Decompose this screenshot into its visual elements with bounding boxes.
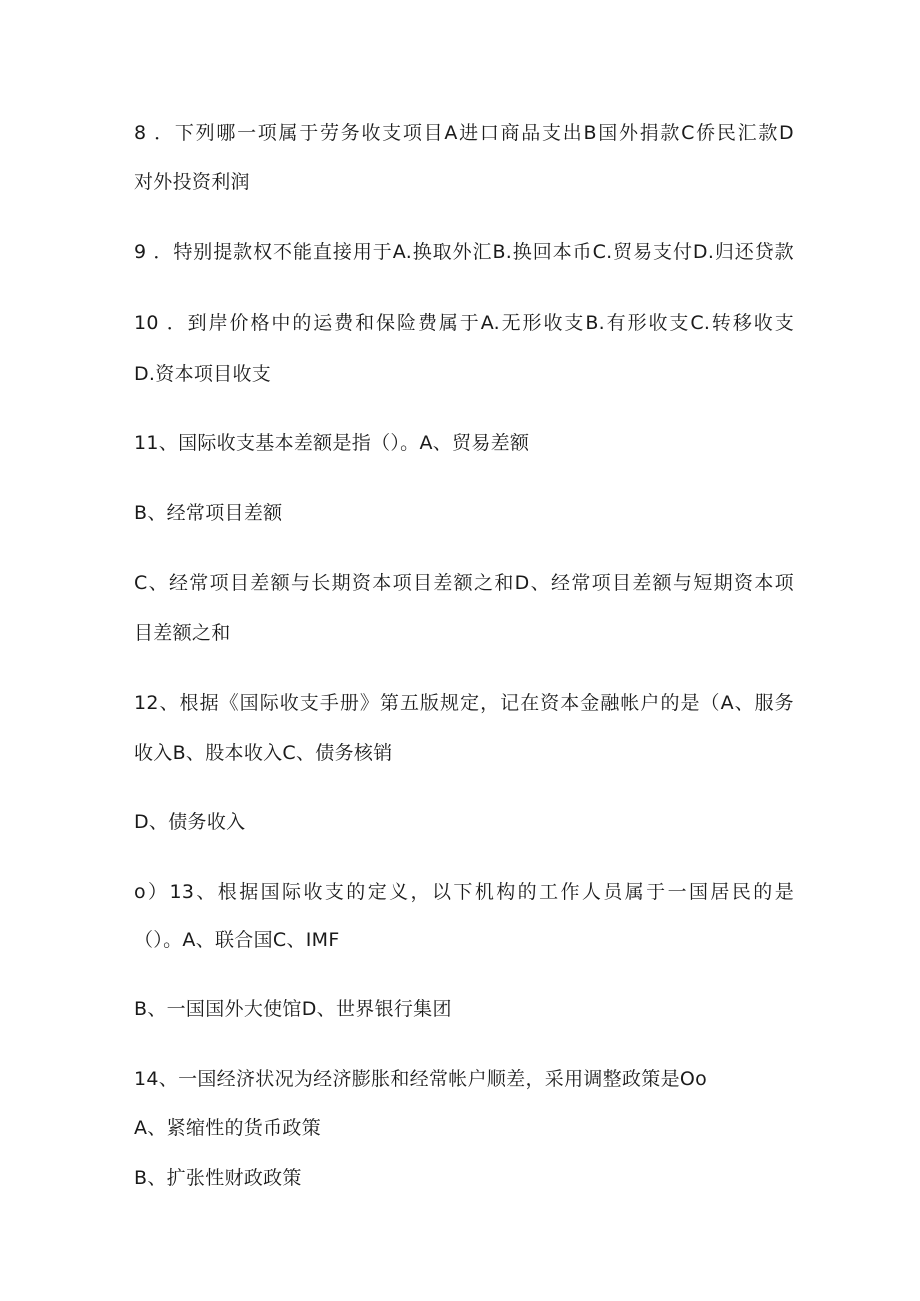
question-11-option-c-d: C、经常项目差额与长期资本项目差额之和D、经常项目差额与短期资本项 xyxy=(134,572,794,594)
question-11-option-d-cont: 目差额之和 xyxy=(134,622,231,644)
question-11-line-1: 11、国际收支基本差额是指（）。A、贸易差额 xyxy=(134,432,530,454)
question-13-line-1: o）13、根据国际收支的定义，以下机构的工作人员属于一国居民的是 xyxy=(134,881,794,903)
question-12-line-2: 收入B、股本收入C、债务核销 xyxy=(134,742,393,764)
question-14-line-1: 14、一国经济状况为经济膨胀和经常帐户顺差，采用调整政策是Oo xyxy=(134,1068,708,1090)
question-8-line-1: 8 ．下列哪一项属于劳务收支项目A进口商品支出B国外捐款C侨民汇款D xyxy=(134,122,794,144)
question-14-option-a: A、紧缩性的货币政策 xyxy=(134,1117,321,1139)
question-12-option-d: D、债务收入 xyxy=(134,811,246,833)
question-9-line-1: 9 ．特别提款权不能直接用于A.换取外汇B.换回本币C.贸易支付D.归还贷款 xyxy=(134,241,794,263)
question-8-line-2: 对外投资利润 xyxy=(134,171,250,193)
question-12-line-1: 12、根据《国际收支手册》第五版规定，记在资本金融帐户的是（A、服务 xyxy=(134,692,794,714)
question-11-option-b: B、经常项目差额 xyxy=(134,502,283,524)
question-13-option-b-d: B、一国国外大使馆D、世界银行集团 xyxy=(134,998,452,1020)
question-14-option-b: B、扩张性财政政策 xyxy=(134,1167,302,1189)
question-10-line-1: 10 ．到岸价格中的运费和保险费属于A.无形收支B.有形收支C.转移收支 xyxy=(134,312,794,334)
question-13-line-2: （）。A、联合国C、IMF xyxy=(134,929,340,951)
question-10-line-2: D.资本项目收支 xyxy=(134,363,272,385)
